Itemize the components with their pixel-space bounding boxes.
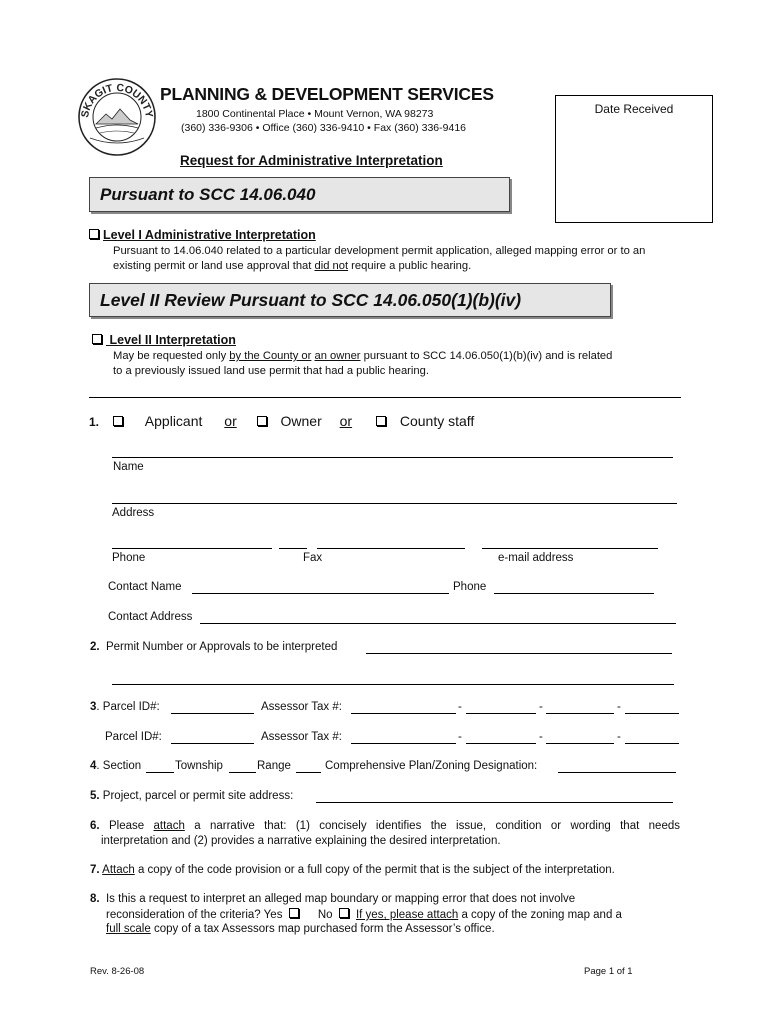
designation-label: Comprehensive Plan/Zoning Designation: [325, 760, 538, 772]
org-address: 1800 Continental Place • Mount Vernon, WA 98273 [196, 108, 434, 120]
range-line[interactable] [296, 772, 321, 773]
township-label: Township [175, 760, 223, 772]
assessor-line-1a[interactable] [351, 713, 456, 714]
email-label: e-mail address [498, 552, 574, 564]
assessor-line-1b[interactable] [466, 713, 536, 714]
phone-line[interactable] [112, 548, 272, 549]
assessor-label-2: Assessor Tax #: [261, 731, 342, 743]
address-label: Address [112, 507, 155, 519]
level2-desc-county: by the County or [229, 350, 312, 362]
q4-section-label [90, 760, 141, 772]
assessor-line-1c[interactable] [546, 713, 614, 714]
q6-attach: attach [153, 820, 185, 832]
q2-line2[interactable] [112, 684, 674, 685]
q7-attach: Attach [102, 864, 135, 876]
q8-if-yes: If yes, please attach [355, 909, 459, 921]
or-2: or [339, 413, 353, 429]
q8-line3 [106, 923, 495, 935]
county-staff-label: County staff [399, 413, 475, 429]
parcel-id-line-2[interactable] [171, 743, 254, 744]
fax-line[interactable] [317, 548, 465, 549]
dash-1c: - [617, 701, 621, 713]
date-received-label: Date Received [594, 102, 674, 116]
q2-number: 2. [90, 641, 100, 653]
q8-line2-post: a copy of the zoning map and a [458, 909, 622, 921]
contact-address-label: Contact Address [108, 611, 193, 623]
name-line[interactable] [112, 457, 673, 458]
seal-text: SKAGIT COUNTY [79, 81, 155, 119]
q8-line1 [90, 893, 575, 905]
contact-phone-label: Phone [453, 581, 487, 593]
q5-label: Project, parcel or permit site address: [102, 790, 294, 802]
applicant-checkbox[interactable] [113, 416, 123, 426]
designation-line[interactable] [558, 772, 676, 773]
q7-row [90, 864, 615, 876]
form-title: Request for Administrative Interpretation [180, 153, 443, 168]
level1-desc-underlined: did not [314, 260, 349, 272]
q8-line3-post: copy of a tax Assessors map purchased form the Assessor’s office. [150, 923, 495, 935]
assessor-line-1d[interactable] [625, 713, 679, 714]
q8-yes-checkbox[interactable] [289, 908, 299, 918]
contact-address-line[interactable] [200, 623, 676, 624]
q8-no-label: No [317, 909, 333, 921]
q7-post: a copy of the code provision or a full copy of the permit that is the subject of the interpretation. [134, 864, 615, 876]
assessor-line-2b[interactable] [466, 743, 536, 744]
q4-number: 4 [90, 760, 97, 772]
q8-number: 8. [90, 893, 100, 905]
contact-name-label: Contact Name [108, 581, 182, 593]
q2-row [90, 641, 337, 653]
assessor-line-2d[interactable] [625, 743, 679, 744]
org-name: PLANNING & DEVELOPMENT SERVICES [160, 84, 494, 104]
level2-desc-e: pursuant to SCC 14.06.050(1)(b)(iv) and is related [360, 350, 613, 362]
q3-parcel-label [90, 701, 160, 713]
level1-banner: Pursuant to SCC 14.06.040 [89, 177, 510, 212]
phone-label: Phone [112, 552, 146, 564]
q5-row [90, 790, 293, 802]
county-staff-checkbox[interactable] [376, 416, 386, 426]
level2-desc-line2: to a previously issued land use permit that had a public hearing. [113, 365, 429, 377]
or-1: or [224, 413, 237, 429]
email-line[interactable] [482, 548, 658, 549]
q3-parcel-text: . Parcel ID#: [96, 701, 160, 713]
dash-2a: - [458, 731, 462, 743]
dash-2b: - [539, 731, 543, 743]
assessor-line-2c[interactable] [546, 743, 614, 744]
q8-yes-label: reconsideration of the criteria? Yes [106, 909, 283, 921]
level1-checkbox[interactable] [89, 229, 99, 239]
q1-row [89, 413, 474, 429]
level1-desc-c: require a public hearing. [348, 260, 472, 272]
fax-label: Fax [303, 552, 323, 564]
contact-name-line[interactable] [192, 593, 449, 594]
q8-line1-text: Is this a request to interpret an alleged map boundary or mapping error that does not involve [105, 893, 576, 905]
q6-number: 6. [90, 820, 100, 832]
q6-pre: Please [108, 820, 154, 832]
contact-phone-line[interactable] [494, 593, 654, 594]
org-phones: (360) 336-9306 • Office (360) 336-9410 • Fax (360) 336-9416 [181, 122, 467, 134]
site-address-line[interactable] [316, 802, 673, 803]
q2-line1[interactable] [366, 653, 672, 654]
name-label: Name [113, 461, 144, 473]
q6-post: a narrative that: (1) concisely identifies the issue, condition or wording that needs [184, 820, 680, 832]
assessor-label-1: Assessor Tax #: [261, 701, 342, 713]
phone-ext-line[interactable] [279, 548, 307, 549]
owner-checkbox[interactable] [257, 416, 267, 426]
q5-number: 5. [90, 790, 100, 802]
q8-no-checkbox[interactable] [339, 908, 349, 918]
q6-line1 [90, 820, 680, 832]
dash-2c: - [617, 731, 621, 743]
q7-number: 7. [90, 864, 100, 876]
q2-label: Permit Number or Approvals to be interpreted [105, 641, 338, 653]
level2-desc-a: May be requested only [113, 350, 230, 362]
township-line[interactable] [229, 772, 256, 773]
applicant-label: Applicant [144, 413, 203, 429]
level1-desc-line2 [113, 259, 471, 274]
range-label: Range [257, 760, 291, 772]
dash-1a: - [458, 701, 462, 713]
assessor-line-2a[interactable] [351, 743, 456, 744]
level2-heading-text: Level II Interpretation [109, 333, 236, 347]
address-line[interactable] [112, 503, 677, 504]
section-line[interactable] [146, 772, 174, 773]
revision-date: Rev. 8-26-08 [90, 966, 145, 977]
divider [89, 397, 681, 398]
q6-line2: interpretation and (2) provides a narrative explaining the desired interpretation. [101, 835, 501, 847]
level2-desc-line1 [113, 349, 612, 364]
parcel-id-line-1[interactable] [171, 713, 254, 714]
q8-full-scale: full scale [106, 923, 151, 935]
level2-banner: Level II Review Pursuant to SCC 14.06.050(1)(b)(iv) [89, 283, 611, 317]
q3-number: 3 [90, 701, 97, 713]
level1-desc-line1: Pursuant to 14.06.040 related to a particular development permit application, alleged mapping error or to an [113, 245, 646, 257]
level1-desc-a: existing permit or land use approval that [113, 260, 315, 272]
q8-line2 [106, 908, 622, 921]
level1-heading-text: Level I Administrative Interpretation [103, 228, 316, 242]
q4-section-text: . Section [96, 760, 142, 772]
level1-heading [89, 228, 316, 242]
page-number: Page 1 of 1 [584, 966, 633, 977]
owner-label: Owner [280, 413, 322, 429]
level2-checkbox[interactable] [92, 334, 102, 344]
parcel-label-2: Parcel ID#: [105, 731, 162, 743]
date-received-box[interactable] [555, 95, 713, 223]
dash-1b: - [539, 701, 543, 713]
level2-heading [92, 333, 236, 347]
q1-number: 1. [89, 415, 100, 429]
level2-desc-owner: an owner [314, 350, 361, 362]
county-seal-logo [76, 76, 158, 158]
